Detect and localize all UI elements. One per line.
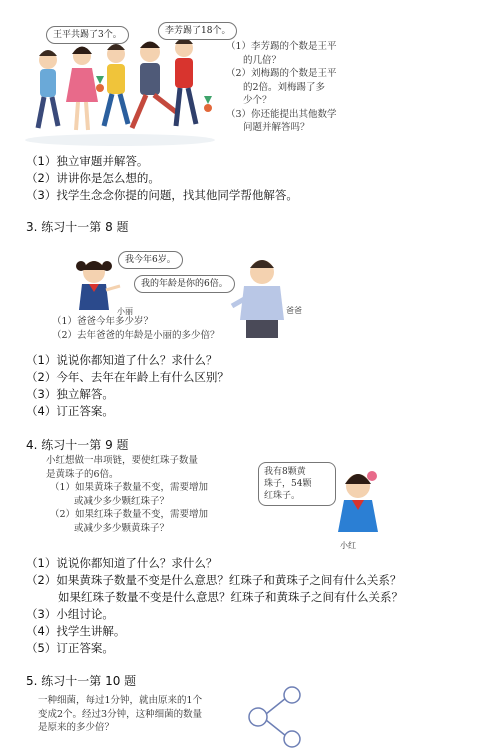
xiaohong-illustration (328, 466, 388, 538)
question-line: （1）爸爸今年多少岁？ (52, 316, 154, 327)
caption-xiaoli: 小丽 (117, 307, 133, 316)
speech-bubble-lifang: 李芳踢了18个。 (158, 22, 237, 40)
step-item: （1）说说你都知道了什么？求什么？ (26, 353, 218, 367)
problem-text-5 (38, 694, 202, 735)
bubble-line: 我有8颗黄 (264, 467, 306, 477)
speech-bubble-wangping: 王平共踢了3个。 (46, 26, 129, 44)
step-item: （3）小组讨论。 (26, 607, 114, 621)
step-item: （4）订正答案。 (26, 404, 114, 418)
problem-line: （2）如果红珠子数量不变，需要增加 (50, 509, 209, 520)
question-list-1 (226, 40, 337, 135)
section-heading-5: 5. 练习十一第 10 题 (26, 674, 137, 688)
problem-line: 是原来的多少倍？ (38, 722, 115, 733)
question-line: 少个？ (243, 95, 272, 106)
split-arrow-up (266, 698, 286, 714)
speech-bubble-xiaohong (258, 462, 336, 506)
bacteria-split-diagram (240, 686, 310, 750)
step-item: （5）订正答案。 (26, 641, 114, 655)
caption-xiaohong: 小红 (340, 541, 356, 550)
bacteria-circles-diagram (240, 686, 310, 750)
step-item: （3）找学生念念你提的问题，找其他同学帮他解答。 (26, 188, 298, 202)
steps-1 (26, 153, 298, 204)
step-item: （1）说说你都知道了什么？求什么？ (26, 556, 218, 570)
step-item: （3）独立解答。 (26, 387, 114, 401)
bacteria-circle-split-2 (284, 731, 300, 747)
girl-xiaohong-image (328, 466, 388, 538)
section-heading-4: 4. 练习十一第 9 题 (26, 438, 129, 452)
caption-dad: 爸爸 (286, 306, 302, 315)
steps-4 (26, 555, 403, 657)
question-line: 的几倍？ (243, 54, 282, 66)
step-item: （2）如果黄珠子数量不变是什么意思？红珠子和黄珠子之间有什么关系？ (26, 573, 402, 587)
question-line: （2）去年爸爸的年龄是小丽的多少倍？ (52, 329, 220, 341)
bubble-line: 珠子，54颗 (264, 479, 312, 489)
problem-line: （1）如果黄珠子数量不变，需要增加 (50, 482, 209, 493)
step-item: 如果红珠子数量不变是什么意思？红珠子和黄珠子之间有什么关系？ (58, 590, 403, 604)
problem-line: 或减少多少颗黄珠子？ (74, 522, 170, 534)
speech-bubble-dad: 我的年龄是你的6倍。 (134, 275, 235, 293)
problem-line: 小红想做一串项链，要使红珠子数量 (46, 455, 199, 466)
question-line: 问题并解答吗？ (243, 122, 310, 133)
bacteria-circle-split-1 (284, 687, 300, 703)
split-arrow-down (266, 720, 286, 736)
question-list-3 (52, 315, 220, 342)
step-item: （2）讲讲你是怎么想的。 (26, 171, 160, 185)
question-line: （2）刘梅踢的个数是王平 (226, 68, 337, 79)
steps-3 (26, 352, 229, 420)
bubble-line: 红珠子。 (264, 491, 301, 501)
question-line: 的2倍。刘梅踢了多 (243, 81, 326, 93)
problem-line: 或减少多少颗红珠子？ (74, 495, 170, 507)
section-heading-3: 3. 练习十一第 8 题 (26, 220, 129, 234)
question-line: （1）李芳踢的个数是王平 (226, 41, 337, 52)
step-item: （1）独立审题并解答。 (26, 154, 149, 168)
problem-text-4 (46, 454, 208, 535)
problem-line: 变成2个。经过3分钟，这种细菌的数量 (38, 708, 203, 720)
step-item: （2）今年、去年在年龄上有什么区别？ (26, 370, 229, 384)
problem-line: 一种细菌，每过1分钟，就由原来的1个 (38, 695, 203, 706)
step-item: （4）找学生讲解。 (26, 624, 126, 638)
problem-line: 是黄珠子的6倍。 (46, 468, 119, 480)
speech-bubble-xiaoli: 我今年6岁。 (118, 251, 183, 269)
bacteria-circle-original (249, 708, 267, 726)
question-line: （3）你还能提出其他数学 (226, 108, 337, 120)
